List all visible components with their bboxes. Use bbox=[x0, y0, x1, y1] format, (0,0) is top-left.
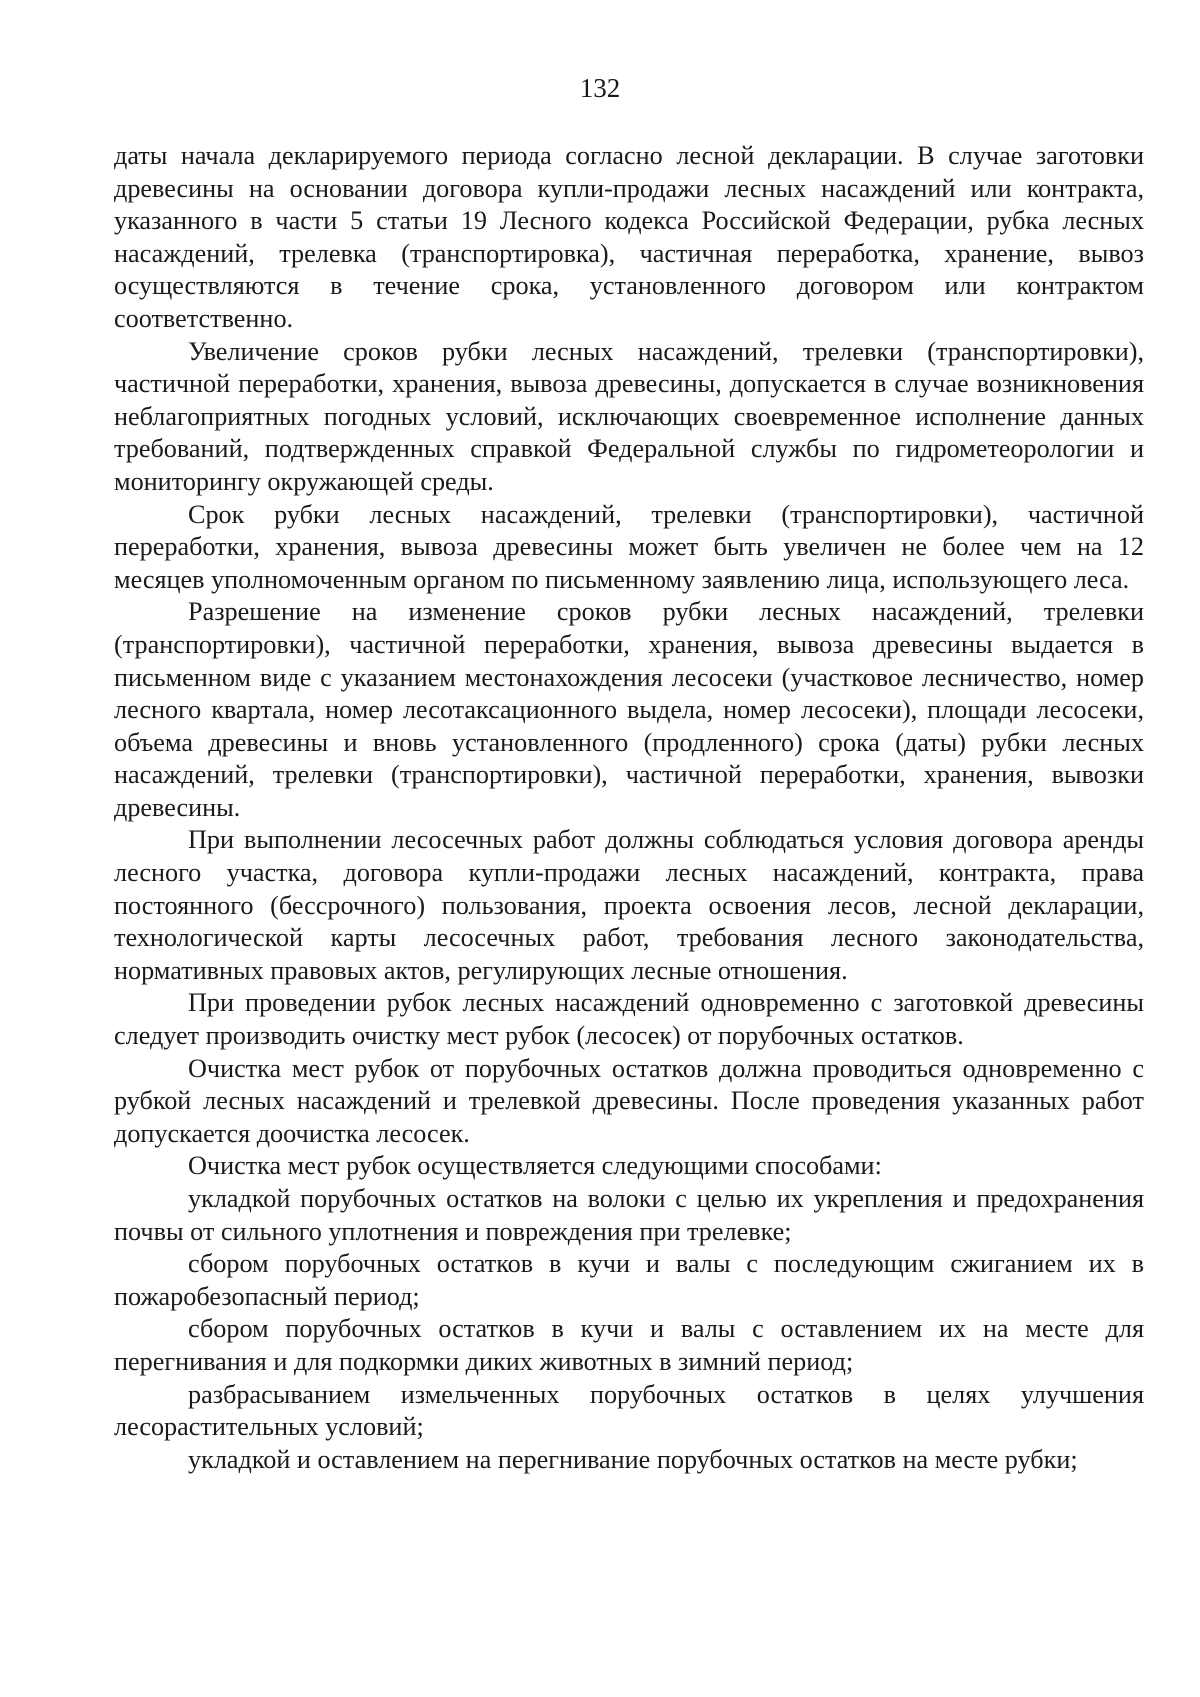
paragraph-cleaning-methods-intro: Очистка мест рубок осуществляется следующими способами: bbox=[188, 1151, 882, 1181]
paragraph-extension-conditions: Увеличение сроков рубки лесных насаждений, трелевки (транспортировки), частичной переработки, хранения, вывоза древесины, допускается в случае возникновения неблагоприятных погодных условий, исключающих своевременное исполнение данных требований, подтвержденных справкой Федеральной службы по гидрометеорологии и мониторингу окружающей среды. bbox=[114, 336, 1144, 496]
paragraph-permission: Разрешение на изменение сроков рубки лесных насаждений, трелевки (транспортировки), частичной переработки, хранения, вывоза древесины выдается в письменном виде с указанием местонахождения лесосеки (участковое лесничество, номер лесного квартала, номер лесотаксационного выдела, номер лесосеки), площади лесосеки, объема древесины и вновь установленного (продленного) срока (даты) рубки лесных насаждений, трелевки (транспортировки), частичной переработки, хранения, вывозки древесины. bbox=[114, 597, 1144, 822]
paragraph-cleaning-simultaneous: При проведении рубок лесных насаждений одновременно с заготовкой древесины следует производить очистку мест рубок (лесосек) от порубочных остатков. bbox=[114, 988, 1144, 1051]
document-body bbox=[114, 140, 1144, 1476]
page-number: 132 bbox=[579, 73, 621, 103]
paragraph-cleaning-timing: Очистка мест рубок от порубочных остатков должна проводиться одновременно с рубкой лесных насаждений и трелевкой древесины. После проведения указанных работ допускается доочистка лесосек. bbox=[114, 1053, 1144, 1148]
list-item-method-2: сбором порубочных остатков в кучи и валы с последующим сжиганием их в пожаробезопасный период; bbox=[114, 1249, 1144, 1311]
list-item-method-1: укладкой порубочных остатков на волоки с целью их укрепления и предохранения почвы от сильного уплотнения и повреждения при трелевке; bbox=[114, 1184, 1144, 1246]
paragraph-continuation: даты начала декларируемого периода согласно лесной декларации. В случае заготовки древесины на основании договора купли-продажи лесных насаждений или контракта, указанного в части 5 статьи 19 Лесного кодекса Российской Федерации, рубка лесных насаждений, трелевка (транспортировка), частичная переработка, хранение, вывоз осуществляются в течение срока, установленного договором или контрактом соответственно. bbox=[114, 141, 1144, 333]
paragraph-logging-conditions: При выполнении лесосечных работ должны соблюдаться условия договора аренды лесного участка, договора купли-продажи лесных насаждений, контракта, права постоянного (бессрочного) пользования, проекта освоения лесов, лесной декларации, технологической карты лесосечных работ, требования лесного законодательства, нормативных правовых актов, регулирующих лесные отношения. bbox=[114, 825, 1144, 985]
paragraph-extension-limit: Срок рубки лесных насаждений, трелевки (транспортировки), частичной переработки, хранения, вывоза древесины может быть увеличен не более чем на 12 месяцев уполномоченным органом по письменному заявлению лица, использующего леса. bbox=[114, 499, 1144, 594]
list-item-method-3: сбором порубочных остатков в кучи и валы с оставлением их на месте для перегнивания и для подкормки диких животных в зимний период; bbox=[114, 1314, 1144, 1376]
list-item-method-4: разбрасыванием измельченных порубочных остатков в целях улучшения лесорастительных условий; bbox=[114, 1379, 1144, 1442]
list-item-method-5: укладкой и оставлением на перегнивание порубочных остатков на месте рубки; bbox=[188, 1444, 1078, 1474]
